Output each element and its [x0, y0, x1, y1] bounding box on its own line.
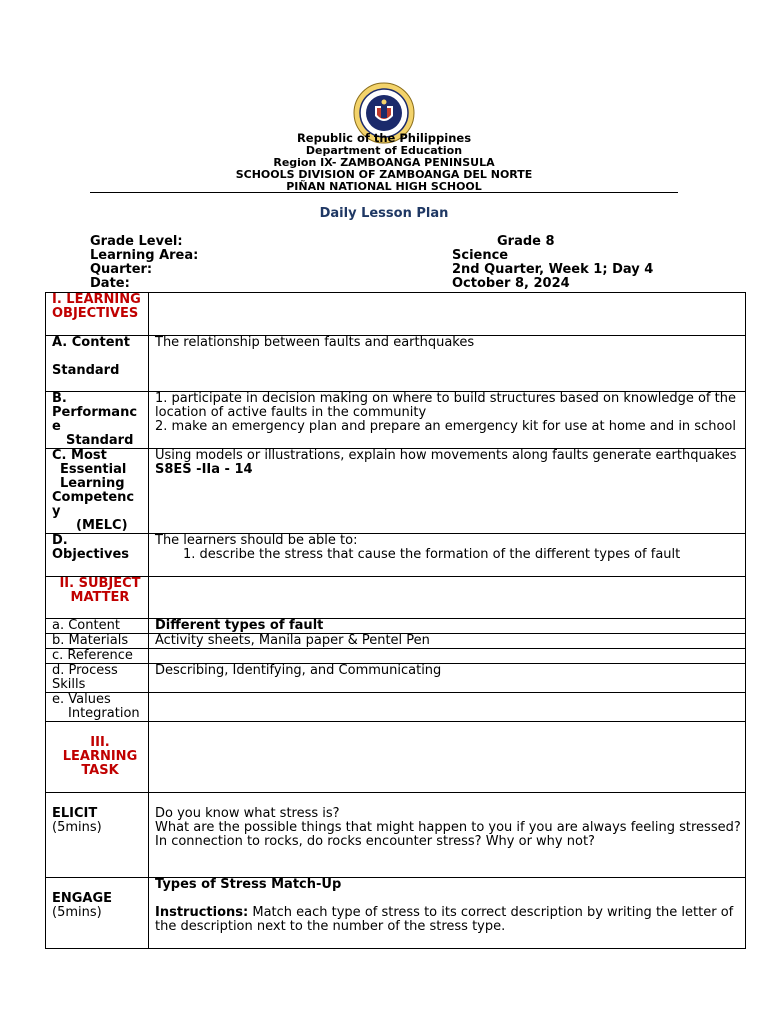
table-row: [46, 693, 746, 722]
engage-time: (5mins): [52, 905, 102, 920]
date-label: Date:: [90, 276, 130, 291]
content-standard-value: The relationship between faults and earthquakes: [149, 336, 746, 392]
empty-cell: [149, 577, 746, 619]
elicit-label-cell: [46, 793, 149, 878]
melc-label-a: C. Most: [52, 448, 107, 463]
elicit-label: ELICIT: [52, 806, 98, 821]
table-row: [46, 649, 746, 664]
objectives-item-1: 1. describe the stress that cause the formation of the different types of fault: [183, 547, 681, 562]
table-row: [46, 392, 746, 449]
sm-reference-label: c. Reference: [46, 649, 149, 664]
elicit-content: [149, 793, 746, 878]
letterhead-line-4: SCHOOLS DIVISION OF ZAMBOANGA DEL NORTE: [235, 168, 533, 181]
quarter-label: Quarter:: [90, 262, 153, 277]
content-standard-label: [46, 336, 149, 392]
performance-standard-label: [46, 392, 149, 449]
grade-level-label: Grade Level:: [90, 234, 183, 249]
quarter-value: 2nd Quarter, Week 1; Day 4: [452, 262, 654, 277]
header-divider: [90, 192, 678, 193]
section-learning-task: III. LEARNING TASK: [46, 722, 149, 793]
performance-standard-value: [149, 392, 746, 449]
sm-content-label: a. Content: [46, 619, 149, 634]
table-row: [46, 664, 746, 693]
objectives-value: [149, 534, 746, 577]
melc-label-e: y: [52, 504, 61, 519]
table-row: [46, 619, 746, 634]
melc-label: [46, 449, 149, 534]
table-row: [46, 336, 746, 392]
melc-label-c: Learning: [60, 476, 125, 491]
content-standard-label-b: Standard: [52, 363, 120, 378]
empty-cell: [149, 722, 746, 793]
letterhead-line-5: PIÑAN NATIONAL HIGH SCHOOL: [286, 180, 482, 193]
melc-code: S8ES -IIa - 14: [155, 462, 253, 477]
lesson-plan-table: [45, 292, 746, 949]
sm-values-value: [149, 693, 746, 722]
engage-content: [149, 878, 746, 949]
table-row: [46, 634, 746, 649]
engage-instructions-text: Match each type of stress to its correct description by writing the letter of the description next to the number of the stress type.: [155, 905, 734, 934]
learning-area-label: Learning Area:: [90, 248, 199, 263]
table-row: [46, 793, 746, 878]
engage-title: Types of Stress Match-Up: [155, 877, 342, 892]
table-row: [46, 534, 746, 577]
sm-materials-value: Activity sheets, Manila paper & Pentel Pen: [149, 634, 746, 649]
learning-area-value: Science: [452, 248, 509, 263]
lesson-meta: [90, 235, 690, 291]
melc-label-d: Competenc: [52, 490, 135, 505]
performance-standard-label-c: Standard: [66, 433, 134, 448]
section-learning-objectives: I. LEARNING OBJECTIVES: [46, 293, 149, 336]
engage-instructions-label: Instructions:: [155, 905, 249, 920]
sm-process-value: Describing, Identifying, and Communicating: [149, 664, 746, 693]
grade-level-value: Grade 8: [497, 234, 555, 249]
table-row: [46, 878, 746, 949]
melc-label-f: (MELC): [76, 518, 128, 533]
table-row: [46, 577, 746, 619]
melc-label-b: Essential: [60, 462, 127, 477]
performance-item-2: 2. make an emergency plan and prepare an emergency kit for use at home and in school: [155, 419, 736, 434]
engage-label-cell: [46, 878, 149, 949]
sm-values-label: [46, 693, 149, 722]
melc-text: Using models or illustrations, explain how movements along faults generate earthquakes: [155, 448, 737, 463]
date-value: October 8, 2024: [452, 276, 570, 291]
elicit-question-1: Do you know what stress is?: [155, 806, 340, 821]
performance-standard-label-b: e: [52, 419, 61, 434]
letterhead-line-1: Republic of the Philippines: [296, 131, 472, 145]
sm-values-label-b: Integration: [68, 706, 140, 721]
letterhead-line-2: Department of Education: [305, 144, 463, 157]
letterhead-line-3: Region IX- ZAMBOANGA PENINSULA: [273, 156, 495, 169]
section-subject-matter: II. SUBJECT MATTER: [46, 577, 149, 619]
sm-values-label-a: e. Values: [52, 692, 111, 707]
performance-standard-label-a: B. Performanc: [52, 391, 138, 420]
melc-value: [149, 449, 746, 534]
sm-process-label: d. Process Skills: [46, 664, 149, 693]
page-title: Daily Lesson Plan: [319, 206, 449, 221]
empty-cell: [149, 293, 746, 336]
engage-label: ENGAGE: [52, 891, 113, 906]
elicit-question-3: In connection to rocks, do rocks encounter stress? Why or why not?: [155, 834, 595, 849]
table-row: [46, 293, 746, 336]
objectives-intro: The learners should be able to:: [155, 533, 358, 548]
letterhead: [0, 131, 768, 193]
elicit-question-2: What are the possible things that might happen to you if you are always feeling stressed?: [155, 820, 741, 835]
performance-item-1: 1. participate in decision making on where to build structures based on knowledge of the location of active faults in the community: [155, 391, 736, 420]
sm-materials-label: b. Materials: [46, 634, 149, 649]
table-row: [46, 722, 746, 793]
engage-instructions: [155, 906, 745, 934]
sm-reference-value: [149, 649, 746, 664]
objectives-label: D. Objectives: [46, 534, 149, 577]
sm-content-value: Different types of fault: [149, 619, 746, 634]
table-row: [46, 449, 746, 534]
elicit-time: (5mins): [52, 820, 102, 835]
content-standard-label-a: A. Content: [52, 335, 130, 350]
